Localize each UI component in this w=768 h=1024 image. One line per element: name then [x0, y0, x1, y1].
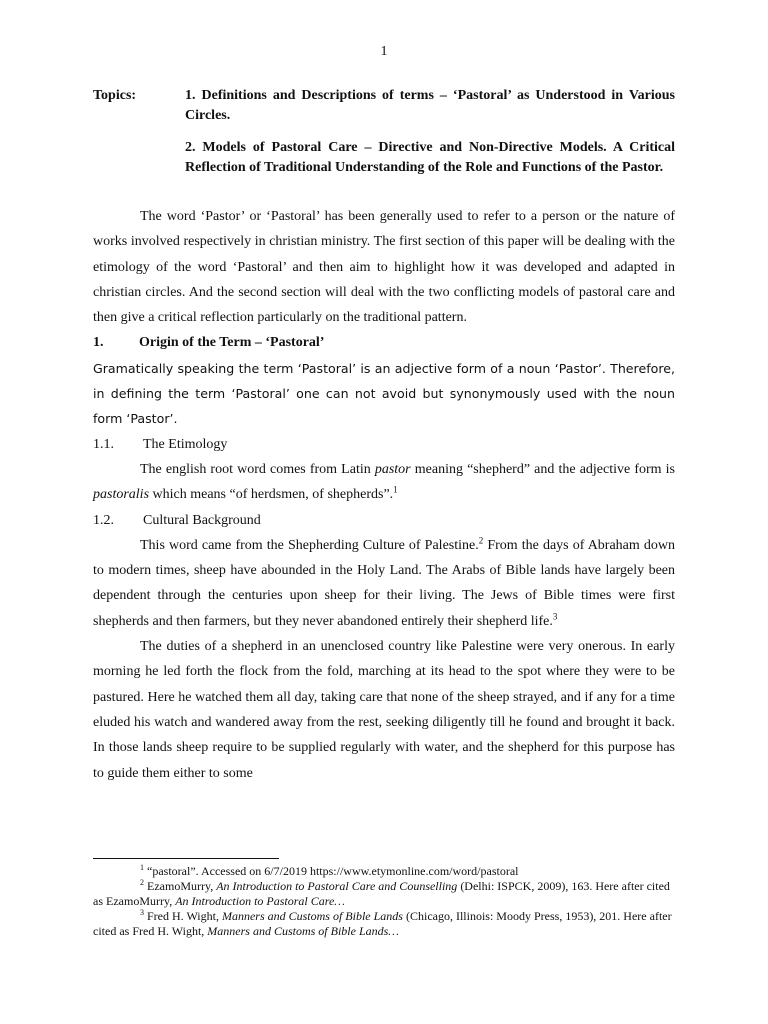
- footnote-1-text: “pastoral”. Accessed on 6/7/2019 https://www.etymonline.com/word/pastoral: [147, 864, 519, 878]
- subsection-1-2-title: Cultural Background: [143, 512, 261, 528]
- subsection-1-1-title: The Etimology: [143, 436, 228, 452]
- footnote-ref-3: 3: [552, 611, 558, 622]
- cultural-text-1: This word came from the Shepherding Culture of Palestine.: [140, 537, 479, 553]
- footnote-3-text-b: (Chicago, Illinois: Moody Press, 1953), 201. Here after cited as Fred H. Wight,: [93, 909, 672, 938]
- etimology-text-3: which means “of herdsmen, of shepherds”.: [149, 487, 394, 503]
- subsection-1-1-number: 1.1.: [93, 436, 114, 452]
- topic-item-1: 1. Definitions and Descriptions of terms – ‘Pastoral’ as Understood in Various Circles.: [185, 88, 675, 123]
- latin-pastor: pastor: [374, 461, 411, 477]
- footnote-2: [93, 879, 675, 909]
- page-number: 1: [380, 44, 388, 59]
- latin-pastoralis: pastoralis: [93, 487, 150, 503]
- etimology-text-1: The english root word comes from Latin: [140, 461, 375, 477]
- footnote-3-text-a: Fred H. Wight,: [147, 909, 222, 923]
- document-body: [93, 204, 675, 786]
- section-1-paragraph: Gramatically speaking the term ‘Pastoral’ is an adjective form of a noun ‘Pastor’. Therefore, in defining the term ‘Pastoral’ one can not avoid but synonymously used with the noun form ‘Pastor’.: [93, 360, 675, 427]
- footnote-3-short-title: Manners and Customs of Bible Lands…: [207, 924, 399, 938]
- subsection-1-1-heading: [93, 432, 675, 457]
- cultural-paragraph-2: The duties of a shepherd in an unenclosed country like Palestine were very onerous. In early morning he led forth the flock from the fold, marching at its head to the spot where they were to be pastured. Here he watched them all day, taking care that none of the sheep strayed, and if any for a time eluded his watch and wandered away from the rest, seeking diligently till he found and brought it back. In those lands sheep require to be supplied regularly with water, and the shepherd for this purpose has to guide them either to some: [93, 639, 675, 781]
- etimology-text-2: meaning “shepherd” and the adjective form is: [410, 461, 675, 477]
- footnote-3-title: Manners and Customs of Bible Lands: [221, 909, 403, 923]
- footnote-2-text-b: (Delhi: ISPCK, 2009), 163. Here after cited as EzamoMurry,: [93, 879, 670, 908]
- topic-item-2: 2. Models of Pastoral Care – Directive and Non-Directive Models. A Critical Reflection of Traditional Understanding of the Role and Functions of the Pastor.: [185, 140, 675, 175]
- footnote-2-short-title: An Introduction to Pastoral Care…: [175, 894, 345, 908]
- topics-label: Topics:: [93, 88, 137, 103]
- subsection-1-2-heading: [93, 508, 675, 533]
- etimology-paragraph: [93, 457, 675, 508]
- footnote-2-text-a: EzamoMurry,: [147, 879, 217, 893]
- section-1-title: Origin of the Term – ‘Pastoral’: [139, 335, 325, 351]
- section-1-number: 1.: [93, 335, 104, 351]
- topics-block: [93, 86, 675, 178]
- subsection-1-2-number: 1.2.: [93, 512, 114, 528]
- intro-paragraph: The word ‘Pastor’ or ‘Pastoral’ has been generally used to refer to a person or the nature of works involved respectively in christian ministry. The first section of this paper will be dealing with the etimology of the word ‘Pastoral’ and then aim to highlight how it was developed and adapted in christian circles. And the second section will deal with the two conflicting models of pastoral care and then give a critical reflection particularly on the traditional pattern.: [93, 209, 675, 326]
- footnote-1: [93, 864, 675, 879]
- cultural-paragraph-1: [93, 533, 675, 634]
- footnote-3: [93, 909, 675, 939]
- footnote-1-number: 1: [140, 863, 144, 872]
- footnote-2-title: An Introduction to Pastoral Care and Counselling: [216, 879, 458, 893]
- footnote-ref-2: 2: [478, 535, 484, 546]
- cultural-text-2: From the days of Abraham down to modern times, sheep have abounded in the Holy Land. The Arabs of Bible lands have largely been dependent through the centuries upon sheep for their living. The Jews of Bible times were first shepherds and then farmers, but they never abandoned entirely their shepherd life.: [93, 537, 675, 629]
- section-1-heading: [93, 330, 675, 355]
- footnote-2-number: 2: [140, 878, 144, 887]
- footnotes: [93, 864, 675, 939]
- footnote-divider: [93, 858, 279, 859]
- footnote-ref-1: 1: [393, 484, 398, 495]
- footnote-3-number: 3: [140, 908, 144, 917]
